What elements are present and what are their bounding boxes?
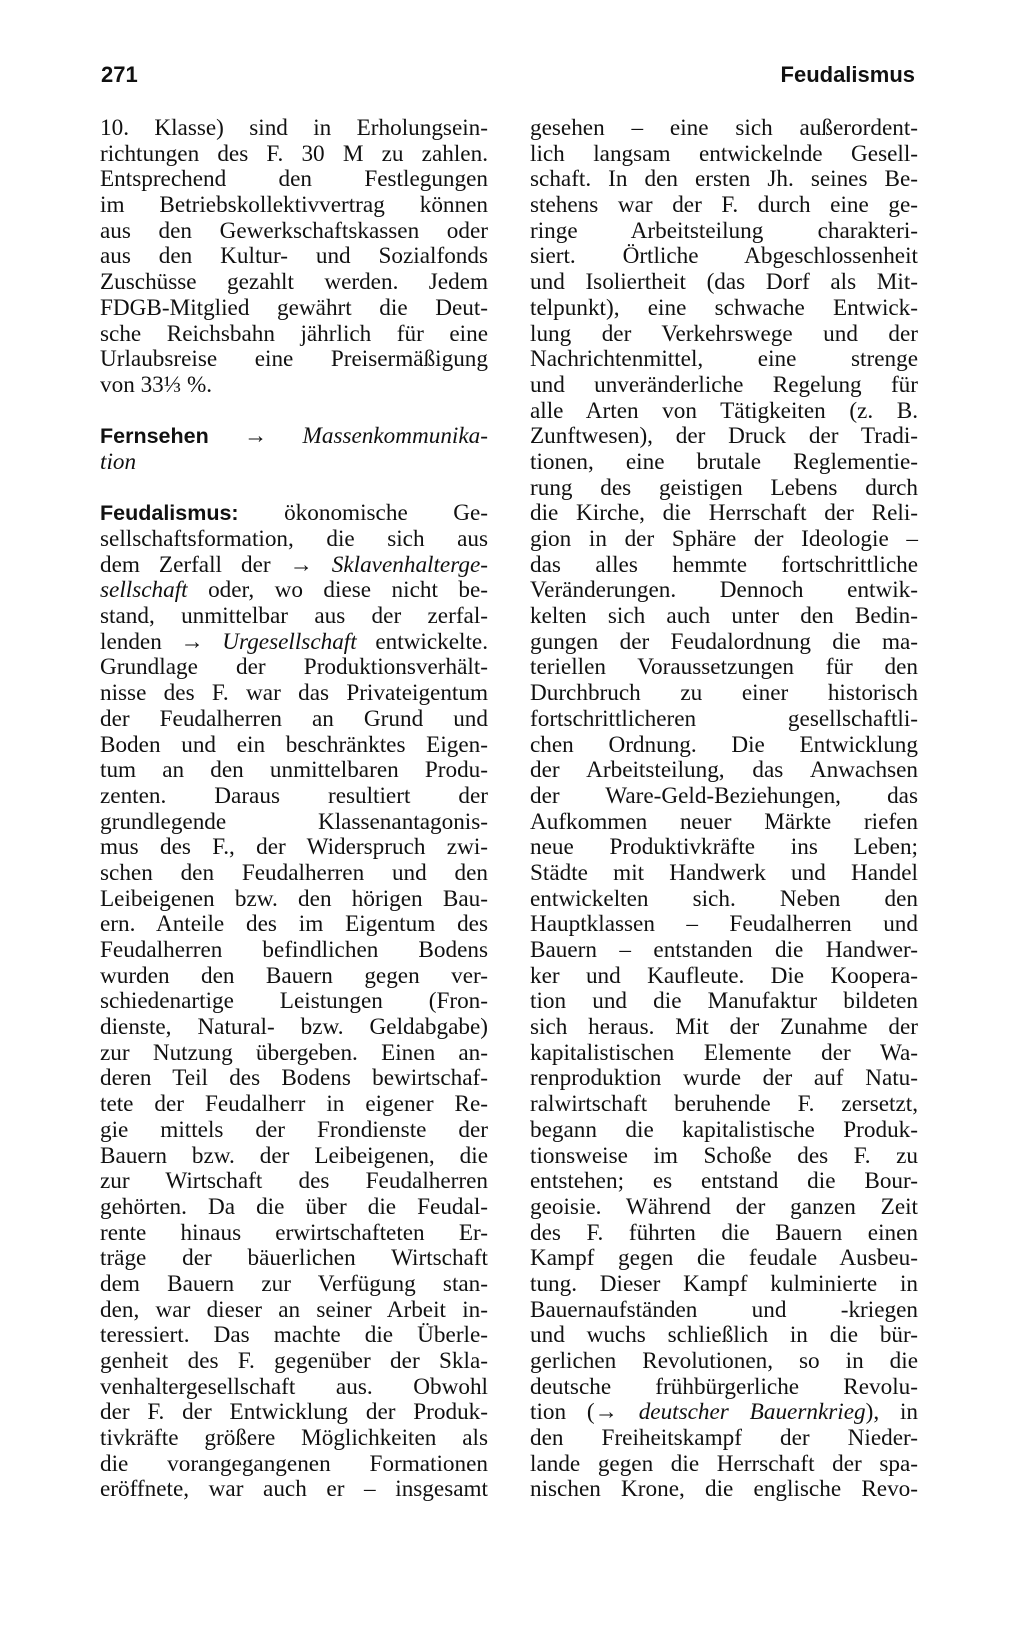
line-text: neue Produktivkräfte ins Leben; [530,834,918,861]
line-text: gie mittels der Frondienste der [100,1116,488,1143]
text-line [530,1118,918,1144]
line-text: eröffnete, war auch er – insgesamt [100,1476,488,1503]
line-text: teressiert. Das machte die Überle- [100,1322,488,1349]
line-text: zenten. Daraus resultiert der [100,782,488,809]
line-text: entstehen; es entstand die Bour- [530,1168,918,1195]
text-line [100,835,488,861]
line-text: gungen der Feudalordnung die ma- [530,628,918,655]
text-line [530,142,918,168]
line-text: kelten sich auch unter den Bedin- [530,603,918,630]
cross-reference: Massenkommunika- [302,423,488,450]
line-text: Durchbruch zu einer historisch [530,680,918,707]
left-text-column [100,116,488,1503]
text-line [530,219,918,245]
line-text: venhaltergesellschaft aus. Obwohl [100,1373,488,1400]
text-line [530,1426,918,1452]
line-text: gehörten. Da die über die Feudal- [100,1193,488,1220]
text-line [530,1400,918,1426]
text-line [530,167,918,193]
text-line [530,578,918,604]
line-text: zur Nutzung übergeben. Einen an- [100,1039,488,1066]
line-text: deren Teil des Bodens bewirtschaf- [100,1065,488,1092]
line-text: Aufkommen neuer Märkte riefen [530,808,918,835]
text-line [100,1144,488,1170]
line-text: sellschaftsformation, die sich aus [100,526,488,552]
line-text: alle Arten von Tätigkeiten (z. B. [530,397,918,424]
line-text: sich heraus. Mit der Zunahme der [530,1014,918,1041]
line-text: tum an den unmittelbaren Produ- [100,757,488,784]
entry-term: Feudalismus: [100,501,239,526]
line-text: Zunftwesen), der Druck der Tradi- [530,423,918,450]
text-line [100,1066,488,1092]
text-line [100,373,488,399]
text-line [100,630,488,656]
cross-reference: deutscher Bauernkrieg [638,1399,866,1426]
text-line [530,1066,918,1092]
line-text: gerlichen Revolutionen, so in die [530,1348,918,1374]
text-line [530,1015,918,1041]
line-text: Kampf gegen die feudale Ausbeu- [530,1245,918,1272]
text-line [530,527,918,553]
cross-reference: sellschaft [100,577,188,604]
line-text: schiedenartige Leistungen (Fron- [100,988,488,1015]
line-text: dem Bauern zur Verfügung stan- [100,1270,488,1297]
line-text: stehens war der F. durch eine ge- [530,192,918,219]
text-line [530,553,918,579]
line-text: tivkräfte größere Möglichkeiten als [100,1425,488,1452]
text-line [100,655,488,681]
line-text: nisse des F. war das Privateigentum [100,680,488,707]
text-line [530,1246,918,1272]
text-line [100,912,488,938]
text-line [530,861,918,887]
line-text: geoisie. Während der ganzen Zeit [530,1193,918,1220]
line-text: grundlegende Klassenantagonis- [100,808,488,835]
text-line [100,1400,488,1426]
line-text: telpunkt), eine schwache Entwick- [530,294,918,321]
line-text: von 33⅓ %. [100,371,213,398]
text-line [100,270,488,296]
line-text: rung des geistigen Lebens durch [530,474,918,501]
text-line [100,322,488,348]
text-line [100,681,488,707]
line-text: entwickelte. [356,628,488,655]
text-line [100,1272,488,1298]
text-line [100,989,488,1015]
line-text: träge der bäuerlichen Wirtschaft [100,1245,488,1272]
line-text: schaft. In den ersten Jh. seines Be- [530,166,918,193]
text-line [530,938,918,964]
text-line [100,810,488,836]
text-line [530,1041,918,1067]
line-text: aus den Gewerkschaftskassen oder [100,217,488,244]
line-text: tionsweise im Schoße des F. zu [530,1142,918,1169]
text-line [530,604,918,630]
line-text: Nachrichtenmittel, eine strenge [530,346,918,373]
text-line [530,1375,918,1401]
text-line [530,1092,918,1118]
text-line [100,733,488,759]
line-text: und wuchs schließlich in die bür- [530,1322,918,1349]
text-line [100,244,488,270]
text-line [530,1349,918,1375]
line-text: gion in der Sphäre der Ideologie – [530,526,918,552]
text-line [530,1452,918,1478]
text-line [530,630,918,656]
line-text: lenden → [100,628,223,655]
line-text: tionen, eine brutale Reglementie- [530,448,918,475]
line-text: ökonomische Ge- [238,500,488,527]
text-line [530,399,918,425]
line-text: gesehen – eine sich außerordent- [530,115,918,141]
line-text: dienste, Natural- bzw. Geldabgabe) [100,1014,488,1041]
text-line [530,707,918,733]
text-line [100,501,488,527]
text-line [530,1323,918,1349]
text-line [530,887,918,913]
line-text: rente hinaus erwirtschafteten Er- [100,1219,488,1246]
line-text: Städte mit Handwerk und Handel [530,859,918,886]
line-text: Feudalherren befindlichen Bodens [100,937,488,963]
line-text: Hauptklassen – Feudalherren und [530,911,918,938]
line-text: deutsche frühbürgerliche Revolu- [530,1373,918,1400]
text-line [100,1375,488,1401]
line-text: oder, wo diese nicht be- [187,577,488,604]
text-line [100,424,488,450]
paragraph-gap [100,476,488,502]
line-text: sche Reichsbahn jährlich für eine [100,320,488,347]
cross-reference: Urgesellschaft [222,628,357,655]
line-text: den, war dieser an seiner Arbeit in- [100,1296,488,1323]
page-number: 271 [101,62,138,87]
line-text: entwickelten sich. Neben den [530,885,918,912]
line-text: der Ware-Geld-Beziehungen, das [530,782,918,809]
text-line [100,938,488,964]
text-line [100,1015,488,1041]
text-line [100,1323,488,1349]
line-text: ), in [865,1399,918,1426]
line-text: Entsprechend den Festlegungen [100,166,488,193]
text-line [100,167,488,193]
line-text: aus den Kultur- und Sozialfonds [100,243,488,270]
line-text: der Feudalherren an Grund und [100,705,488,732]
line-text: siert. Örtliche Abgeschlossenheit [530,243,918,270]
text-line [530,655,918,681]
text-line [100,116,488,142]
text-line [100,887,488,913]
text-line [100,1092,488,1118]
text-line [100,1426,488,1452]
text-line [100,707,488,733]
line-text: ralwirtschaft beruhende F. zersetzt, [530,1091,918,1118]
text-line [100,347,488,373]
line-text: der F. der Entwicklung der Produk- [100,1399,488,1426]
text-line [100,1452,488,1478]
text-line [530,1221,918,1247]
text-line [530,1477,918,1503]
line-text: chen Ordnung. Die Entwicklung [530,731,918,758]
text-line [100,578,488,604]
page-header [101,62,915,88]
running-head: Feudalismus [780,62,915,87]
text-line [100,1349,488,1375]
line-text: tete der Feudalherr in eigener Re- [100,1091,488,1118]
line-text: Bauern bzw. der Leibeigenen, die [100,1142,488,1169]
text-line [100,296,488,322]
line-text: lande gegen die Herrschaft der spa- [530,1450,918,1477]
line-text: und Isoliertheit (das Dorf als Mit- [530,269,918,296]
line-text: FDGB-Mitglied gewährt die Deut- [100,294,488,321]
cross-reference: tion [100,448,137,475]
text-line [530,810,918,836]
text-line [100,861,488,887]
line-text: dem Zerfall der → [100,551,332,578]
text-line [530,989,918,1015]
entry-term: Fernsehen [100,424,209,449]
line-text: stand, unmittelbar aus der zerfal- [100,603,488,630]
line-text: richtungen des F. 30 M zu zahlen. [100,140,488,167]
line-text: Bauern – entstanden die Handwer- [530,937,918,963]
text-line [100,1298,488,1324]
line-text: Boden und ein beschränktes Eigen- [100,731,488,758]
line-text: den Freiheitskampf der Nieder- [530,1425,918,1452]
line-text: fortschrittlicheren gesellschaftli- [530,705,918,732]
line-text: ern. Anteile des im Eigentum des [100,911,488,938]
text-line [530,733,918,759]
text-line [100,1477,488,1503]
text-line [530,424,918,450]
text-line [530,116,918,142]
text-line [100,527,488,553]
text-line [100,1246,488,1272]
line-text: im Betriebskollektivvertrag können [100,192,488,219]
text-line [100,784,488,810]
text-line [100,604,488,630]
line-text: teriellen Voraussetzungen für den [530,654,918,681]
line-text: lich langsam entwickelnde Gesell- [530,140,918,167]
line-text: die Kirche, die Herrschaft der Reli- [530,500,918,527]
text-line [100,1195,488,1221]
text-line [530,1298,918,1324]
line-text: Urlaubsreise eine Preisermäßigung [100,346,488,373]
text-line [530,1144,918,1170]
text-line [100,219,488,245]
text-line [100,1221,488,1247]
paragraph-gap [100,399,488,425]
text-line [100,193,488,219]
text-line [530,912,918,938]
line-text: des F. führten die Bauern einen [530,1219,918,1246]
text-line [530,1169,918,1195]
line-text: die vorangegangenen Formationen [100,1450,488,1477]
text-line [100,553,488,579]
text-line [530,270,918,296]
line-text: tion und die Manufaktur bildeten [530,988,918,1015]
text-line [530,681,918,707]
line-text: Grundlage der Produktionsverhält- [100,654,488,681]
text-line [530,835,918,861]
line-text: begann die kapitalistische Produk- [530,1116,918,1143]
text-line [530,296,918,322]
text-line [100,758,488,784]
line-text: mus des F., der Widerspruch zwi- [100,834,488,861]
text-line [100,1169,488,1195]
text-line [530,758,918,784]
line-text: lung der Verkehrswege und der [530,320,918,347]
line-text: Veränderungen. Dennoch entwik- [530,577,918,604]
text-line [530,784,918,810]
text-line [530,1195,918,1221]
text-line [530,244,918,270]
line-text: genheit des F. gegenüber der Skla- [100,1348,488,1374]
text-line [100,1041,488,1067]
line-text: ker und Kaufleute. Die Koopera- [530,962,918,989]
text-line [530,193,918,219]
text-line [530,347,918,373]
line-text: schen den Feudalherren und den [100,859,488,886]
text-line [530,1272,918,1298]
line-text: → [208,423,303,450]
text-line [530,322,918,348]
line-text: der Arbeitsteilung, das Anwachsen [530,757,918,784]
text-line [530,373,918,399]
text-line [530,501,918,527]
line-text: nischen Krone, die englische Revo- [530,1476,918,1503]
text-line [100,450,488,476]
line-text: Bauernaufständen und -kriegen [530,1296,918,1323]
line-text: wurden den Bauern gegen ver- [100,962,488,989]
cross-reference: Sklavenhalterge- [331,551,488,578]
line-text: und unveränderliche Regelung für [530,371,918,398]
text-line [100,142,488,168]
line-text: 10. Klasse) sind in Erholungsein- [100,115,488,141]
text-line [100,1118,488,1144]
line-text: renproduktion wurde der auf Natu- [530,1065,918,1092]
line-text: zur Wirtschaft des Feudalherren [100,1168,488,1195]
text-line [530,964,918,990]
line-text: kapitalistischen Elemente der Wa- [530,1039,918,1066]
text-line [100,964,488,990]
right-text-column [530,116,918,1503]
line-text: tung. Dieser Kampf kulminierte in [530,1270,918,1297]
line-text: tion (→ [530,1399,639,1426]
text-line [530,476,918,502]
line-text: ringe Arbeitsteilung charakteri- [530,217,918,244]
line-text: Leibeigenen bzw. den hörigen Bau- [100,885,488,912]
line-text: das alles hemmte fortschrittliche [530,551,918,578]
text-line [530,450,918,476]
line-text: Zuschüsse gezahlt werden. Jedem [100,269,488,296]
